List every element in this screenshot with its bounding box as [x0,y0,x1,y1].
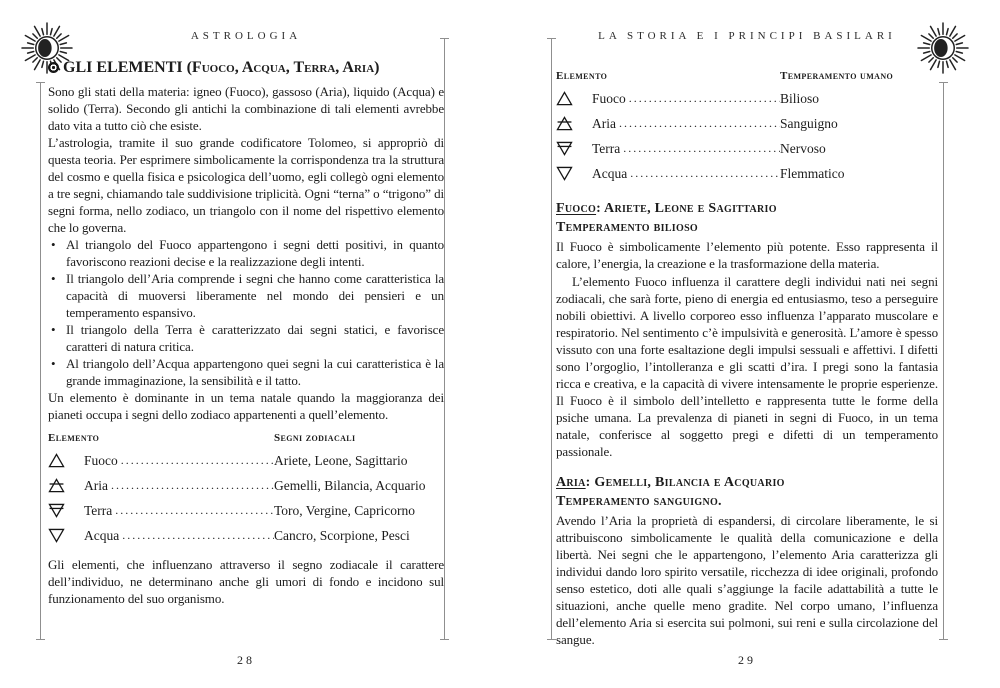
table-row [48,448,444,473]
list-item [48,355,444,389]
paragraph: Il Fuoco è simbolicamente l’elemento più potente. Esso rappresenta il calore, l’energia, la creazione e la trasformazione della materia. [556,239,938,271]
table-header [556,70,938,82]
fire-symbol-icon [48,453,84,468]
bullet-icon: • [51,356,56,371]
air-symbol-icon [556,116,592,131]
list-item [48,321,444,355]
dot-leader [121,453,274,468]
paragraph: Un elemento è dominante in un tema natale quando la maggioranza dei pianeti occupa i segni dello zodiaco appartenenti a quell’elemento. [48,390,444,422]
column-header: Elemento [48,432,100,444]
element-name: Fuoco [592,90,626,106]
element-value: Ariete, Leone, Sagittario [274,452,408,468]
list-item [48,236,444,270]
page-right [556,58,938,648]
dot-leader [623,141,780,156]
bullet-icon: • [51,271,56,286]
section-fuoco [556,199,938,460]
column-header: Temperamento umano [780,70,894,82]
element-value: Bilioso [780,90,820,106]
element-value: Cancro, Scorpione, Pesci [274,527,410,543]
dot-leader [122,528,274,543]
element-name: Aria [84,477,108,493]
list-item-text: Al triangolo del Fuoco appartengono i segni detti positivi, in quanto favoriscono reazioni decise e la realizzazione degli intenti. [66,237,444,269]
water-symbol-icon [48,528,84,543]
element-value: Nervoso [780,140,826,156]
running-header-right: LA STORIA E I PRINCIPI BASILARI [598,30,896,42]
heading-rest: : Gemelli, Bilancia e Acquario [585,475,785,490]
fire-symbol-icon [556,91,592,106]
element-name: Terra [592,140,621,156]
running-header-left: ASTROLOGIA [190,30,302,42]
page-number-right: 29 [738,653,756,667]
table-row [48,498,444,523]
paragraph: Avendo l’Aria la proprietà di espandersi, di circolare liberamente, le si attribuiscono simbolicamente le qualità della comunicazione e della libertà. Nei segni che le appartengono, l’elemento Aria caratterizza gli individui dando loro spirito versatile, ricchezza di idee originali, profondo senso estetico, doti alle quali s’aggiunge la facile adattabilità a tutte le situazioni, anche quelle meno gradite. Nel corpo umano, l’influenza dell’elemento Aria si esercita sui polmoni, sui reni e sulla circolazione del sangue. [556,513,938,647]
table-row [556,86,938,111]
heading-rest: : Ariete, Leone e Sagittario [596,201,777,216]
column-header: Segni zodiacali [274,432,356,444]
element-name: Fuoco [84,452,118,468]
section-title-paren: (Fuoco, Acqua, Terra, Aria) [186,59,380,76]
column-header: Elemento [556,70,608,82]
element-value: Gemelli, Bilancia, Acquario [274,477,426,493]
list-item-text: Al triangolo dell’Acqua appartengono quei segni la cui caratteristica è la grande immaginazione, la sensibilità e il tatto. [66,356,444,388]
bullet-icon: • [51,322,56,337]
section-subheading: Temperamento bilioso [556,220,699,235]
section-subheading: Temperamento sanguigno. [556,494,722,509]
element-name: Terra [84,502,113,518]
heading-underlined-word: Aria [556,475,586,490]
margin-rule-left-outer [40,82,41,640]
table-row [556,136,938,161]
list-item-text: Il triangolo dell’Aria comprende i segni che hanno come caratteristica la capacità di muoversi liberamente nel mondo dei pensieri e un temperamento espansivo. [66,271,444,320]
dot-leader [630,166,780,181]
heading-underlined-word: Fuoco [556,201,597,216]
earth-symbol-icon [48,503,84,518]
table-header [48,432,444,444]
page-left [48,58,444,607]
margin-rule-right-outer [943,82,944,640]
section-title [48,58,444,78]
section-heading [556,473,938,492]
elements-signs-table [48,432,444,548]
list-item-text: Il triangolo della Terra è caratterizzato dai segni statici, e favorisce caratteri di natura critica. [66,322,444,354]
elements-temperaments-table [556,70,938,186]
earth-symbol-icon [556,141,592,156]
element-value: Sanguigno [780,115,838,131]
air-symbol-icon [48,478,84,493]
paragraph: L’astrologia, tramite il suo grande codificatore Tolomeo, si appropriò di questa teoria. Per esprimere simbolicamente la corrispondenza tra la struttura del cosmo e quella fisica e psicologica dell’uomo, egli collegò ogni elemento a tre segni, chiamando tale suddivisione triplicità. Ogni “terna” o “trigono” di segni forma, nello zodiaco, un triangolo con il nome del rispettivo elemento che lo governa. [48,135,444,235]
margin-rule-left-inner [444,38,445,640]
element-name: Aria [592,115,616,131]
dot-leader [619,116,780,131]
page-number-left: 28 [237,653,255,667]
section-heading [556,199,938,218]
bullseye-icon [48,62,59,73]
bullet-icon: • [51,237,56,252]
margin-rule-right-inner [551,38,552,640]
paragraph: Sono gli stati della materia: igneo (Fuoco), gassoso (Aria), liquido (Acqua) e solido (Terra). Secondo gli antichi la combinazione di tali elementi avrebbe dato vita a tutto ciò che esiste. [48,84,444,133]
table-row [48,523,444,548]
section-title-main: GLI ELEMENTI [63,59,183,76]
paragraph: L’elemento Fuoco influenza il carattere degli individui nati nei segni zodiacali, che sarà forte, pieno di energia ed entusiasmo, teso a perseguire nobili obiettivi. A livello corporeo esso influenza l’apparato muscolare e respiratorio. Nel sentimento c’è impulsività e generosità. L’amore è spesso vissuto con una forte esaltazione degli impulsi sessuali e affettivi. I difetti sono l’orgoglio, l’intolleranza e gli scatti d’ira. I pregi sono la fantasia ricca e creativa, e la capacità di vivere intensamente le proprie esperienze. Il Fuoco è il simbolo dell’intelletto e rappresenta tutte le forme della psiche umana. La prevalenza di pianeti in segni di Fuoco, in un tema natale, conferisce al soggetto pregi e difetti di un temperamento passionale. [556,274,938,459]
element-name: Acqua [84,527,120,543]
table-row [556,111,938,136]
list-item [48,270,444,321]
element-value: Toro, Vergine, Capricorno [274,502,416,518]
section-aria [556,473,938,648]
element-name: Acqua [592,165,628,181]
dot-leader [111,478,274,493]
paragraph: Gli elementi, che influenzano attraverso il segno zodiacale il carattere dell’individuo, ne determinano anche gli umori di fondo e incidono sul funzionamento del suo organismo. [48,557,444,606]
element-value: Flemmatico [780,165,845,181]
dot-leader [629,91,780,106]
table-row [48,473,444,498]
table-row [556,161,938,186]
water-symbol-icon [556,166,592,181]
dot-leader [115,503,274,518]
bullet-list [48,236,444,389]
